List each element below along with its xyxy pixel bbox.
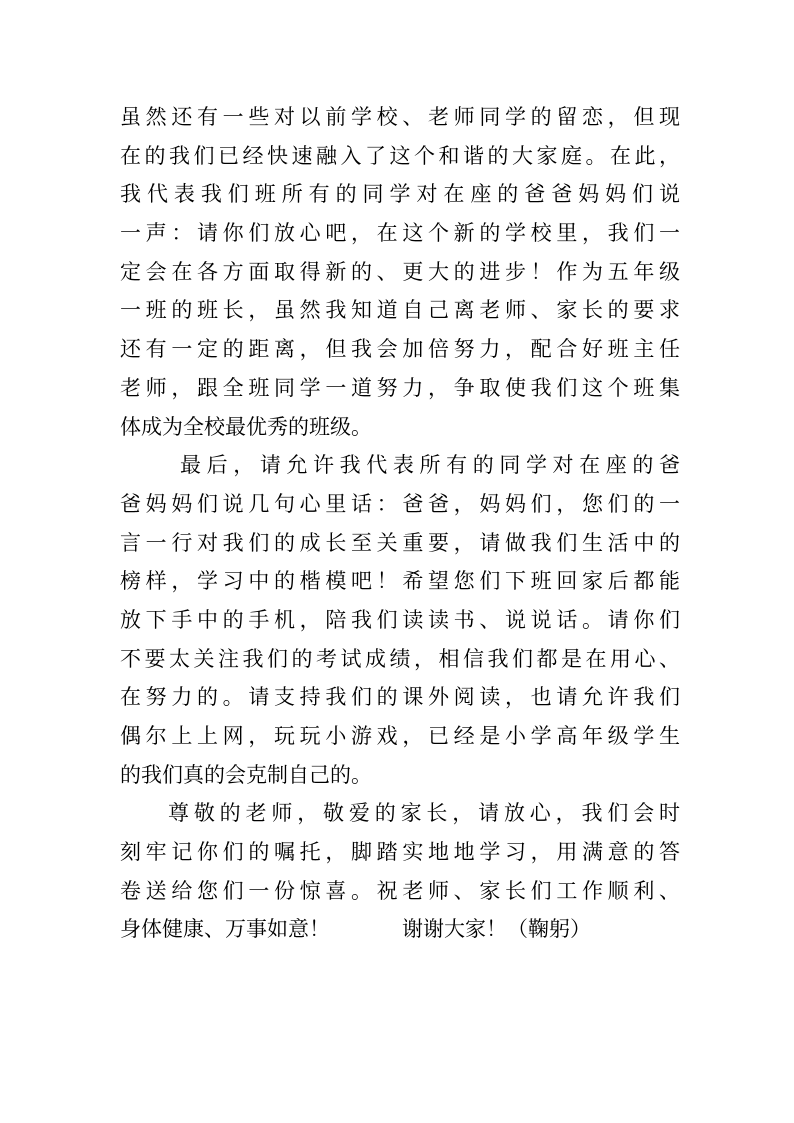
paragraph-2-line-4: 榜样，学习中的楷模吧！希望您们下班回家后都能 (120, 569, 680, 594)
closing-line (120, 910, 680, 949)
paragraph-1-line-2: 在的我们已经快速融入了这个和谐的大家庭。在此， (120, 143, 680, 168)
paragraph-2-line-6: 不要太关注我们的考试成绩，相信我们都是在用心、 (120, 646, 680, 671)
paragraph-2-line-7: 在努力的。请支持我们的课外阅读，也请允许我们 (120, 685, 680, 710)
paragraph-2-line-3: 言一行对我们的成长至关重要，请做我们生活中的 (120, 530, 680, 555)
paragraph-1-line-1: 虽然还有一些对以前学校、老师同学的留恋，但现 (120, 105, 680, 129)
paragraph-3-line-3: 卷送给您们一份惊喜。祝老师、家长们工作顺利、 (120, 878, 680, 903)
paragraph-1-line-8: 老师，跟全班同学一道努力，争取使我们这个班集 (120, 375, 680, 400)
paragraph-1-line-4: 一声：请你们放心吧，在这个新的学校里，我们一 (120, 221, 680, 246)
paragraph-2-line-5: 放下手中的手机，陪我们读读书、说说话。请你们 (120, 607, 680, 632)
paragraph-1-line-3: 我代表我们班所有的同学对在座的爸爸妈妈们说 (120, 182, 680, 207)
paragraph-1-line-7: 还有一定的距离，但我会加倍努力，配合好班主任 (120, 337, 680, 362)
speech-text (120, 98, 680, 949)
paragraph-1-line-5: 定会在各方面取得新的、更大的进步！作为五年级 (120, 259, 680, 284)
paragraph-2-line-8: 偶尔上上网，玩玩小游戏，已经是小学高年级学生 (120, 724, 680, 748)
paragraph-3-line-1: 尊敬的老师，敬爱的家长，请放心，我们会时 (168, 801, 680, 826)
closing-wishes: 身体健康、万事如意！ (120, 917, 330, 942)
paragraph-1-line-6: 一班的班长，虽然我知道自己离老师、家长的要求 (120, 298, 680, 323)
paragraph-2-line-2: 爸妈妈们说几句心里话：爸爸，妈妈们，您们的一 (120, 491, 680, 516)
paragraph-2-line-1: 最后，请允许我代表所有的同学对在座的爸 (180, 453, 680, 478)
paragraph-3-line-2: 刻牢记你们的嘱托，脚踏实地地学习，用满意的答 (120, 840, 680, 865)
closing-thanks: 谢谢大家！（鞠躬） (402, 917, 591, 942)
paragraph-2-line-9: 的我们真的会克制自己的。 (120, 762, 372, 787)
paragraph-1-line-9: 体成为全校最优秀的班级。 (120, 414, 372, 439)
